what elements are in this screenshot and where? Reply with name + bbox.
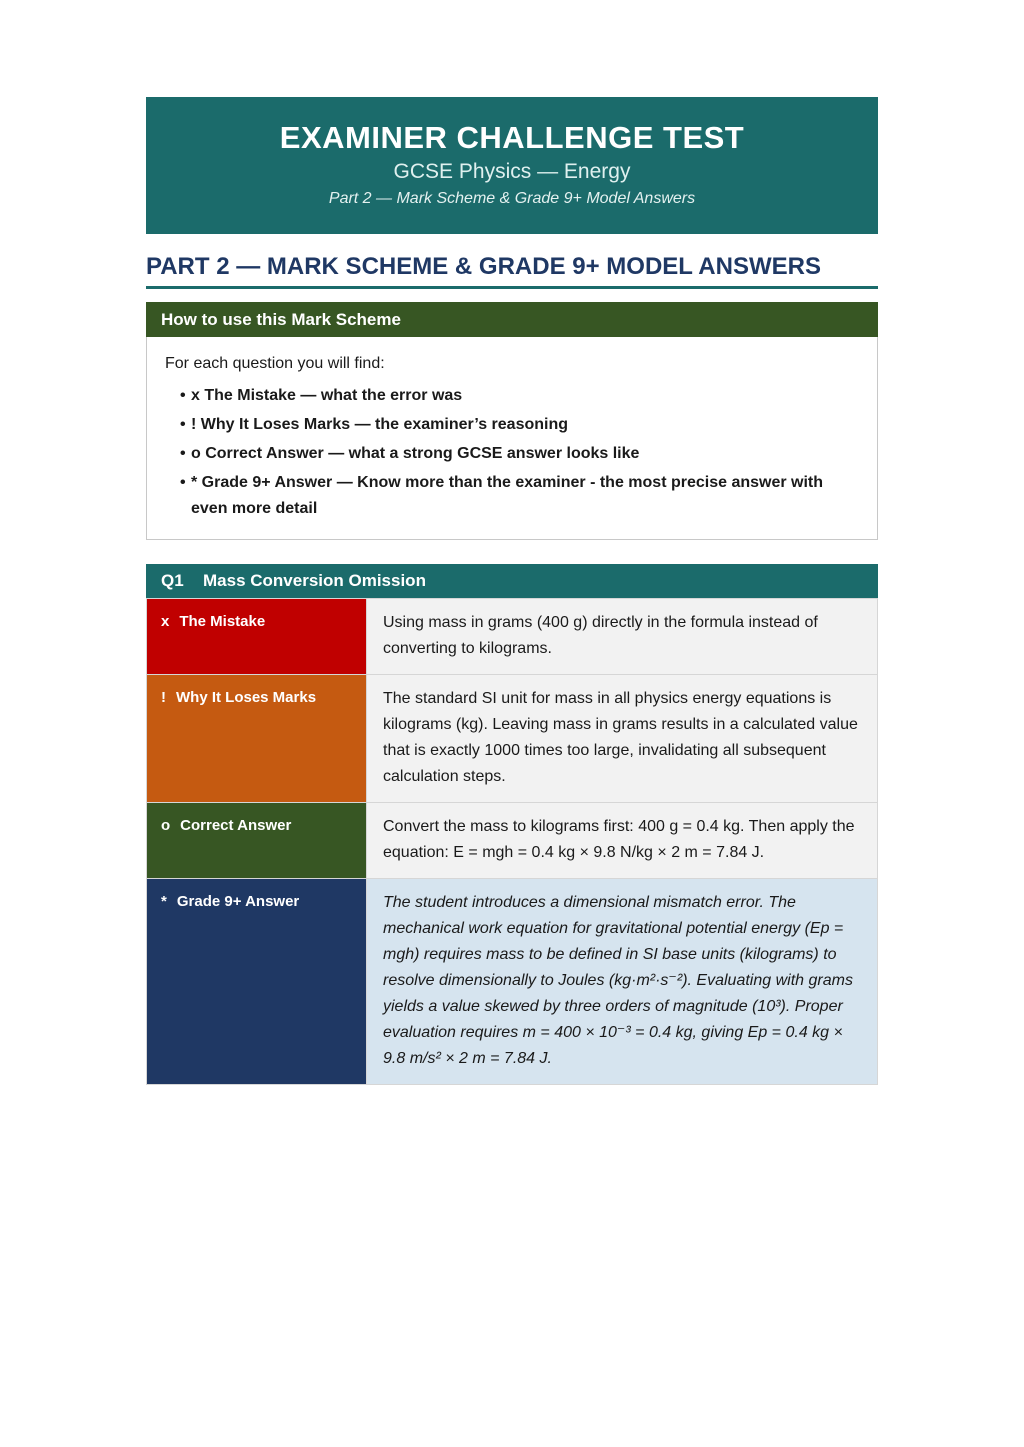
mistake-label: The Mistake [179, 613, 266, 630]
question-number: Q1 [161, 571, 184, 590]
exclamation-icon: ! [161, 689, 166, 706]
question-table [146, 598, 878, 1085]
howto-list [165, 383, 859, 522]
cross-icon: x [161, 613, 170, 630]
howto-item-correct: • o Correct Answer — what a strong GCSE answer looks like [180, 441, 859, 467]
grade9-label-cell [147, 879, 367, 1085]
star-icon: * [161, 893, 167, 910]
correct-text: Convert the mass to kilograms first: 400 g = 0.4 kg. Then apply the equation: E = mgh = 0.4 kg × 9.8 N/kg × 2 m = 7.84 J. [367, 803, 878, 879]
banner-title: EXAMINER CHALLENGE TEST [279, 120, 745, 155]
correct-label: Correct Answer [180, 817, 292, 834]
howto-header: How to use this Mark Scheme [146, 302, 878, 337]
question-title: Mass Conversion Omission [203, 571, 426, 590]
banner-part-label: Part 2 — Mark Scheme & Grade 9+ Model Answers [328, 190, 696, 207]
table-row [147, 879, 878, 1085]
mistake-text: Using mass in grams (400 g) directly in the formula instead of converting to kilograms. [367, 599, 878, 675]
grade9-label: Grade 9+ Answer [176, 893, 300, 910]
why-label-cell [147, 675, 367, 803]
mistake-label-cell [147, 599, 367, 675]
banner-subtitle: GCSE Physics — Energy [393, 160, 631, 183]
howto-item-why: • ! Why It Loses Marks — the examiner’s reasoning [180, 412, 859, 438]
howto-item-grade9: • * Grade 9+ Answer — Know more than the examiner - the most precise answer with even more detail [180, 470, 859, 522]
why-label: Why It Loses Marks [176, 689, 317, 706]
table-row [147, 599, 878, 675]
question-header [146, 564, 878, 598]
grade9-text: The student introduces a dimensional mismatch error. The mechanical work equation for gravitational potential energy (Ep = mgh) requires mass to be defined in SI base units (kilograms) to resolve dimensionally to Joules (kg·m²·s⁻²). Evaluating with grams yields a value skewed by three orders of magnitude (10³). Proper evaluation requires m = 400 × 10⁻³ = 0.4 kg, giving Ep = 0.4 kg × 9.8 m/s² × 2 m = 7.84 J. [367, 879, 878, 1085]
correct-label-cell [147, 803, 367, 879]
circle-icon: o [161, 817, 171, 834]
why-text: The standard SI unit for mass in all physics energy equations is kilograms (kg). Leaving mass in grams results in a calculated value that is exactly 1000 times too large, invalidating all subsequent calculation steps. [367, 675, 878, 803]
mark-scheme-page [146, 97, 878, 1085]
howto-item-mistake: • x The Mistake — what the error was [180, 383, 859, 409]
table-row [147, 803, 878, 879]
howto-intro: For each question you will find: [165, 355, 385, 372]
title-banner [146, 97, 878, 234]
section-title: PART 2 — MARK SCHEME & GRADE 9+ MODEL ANSWERS [146, 252, 878, 289]
howto-box [146, 337, 878, 540]
table-row [147, 675, 878, 803]
